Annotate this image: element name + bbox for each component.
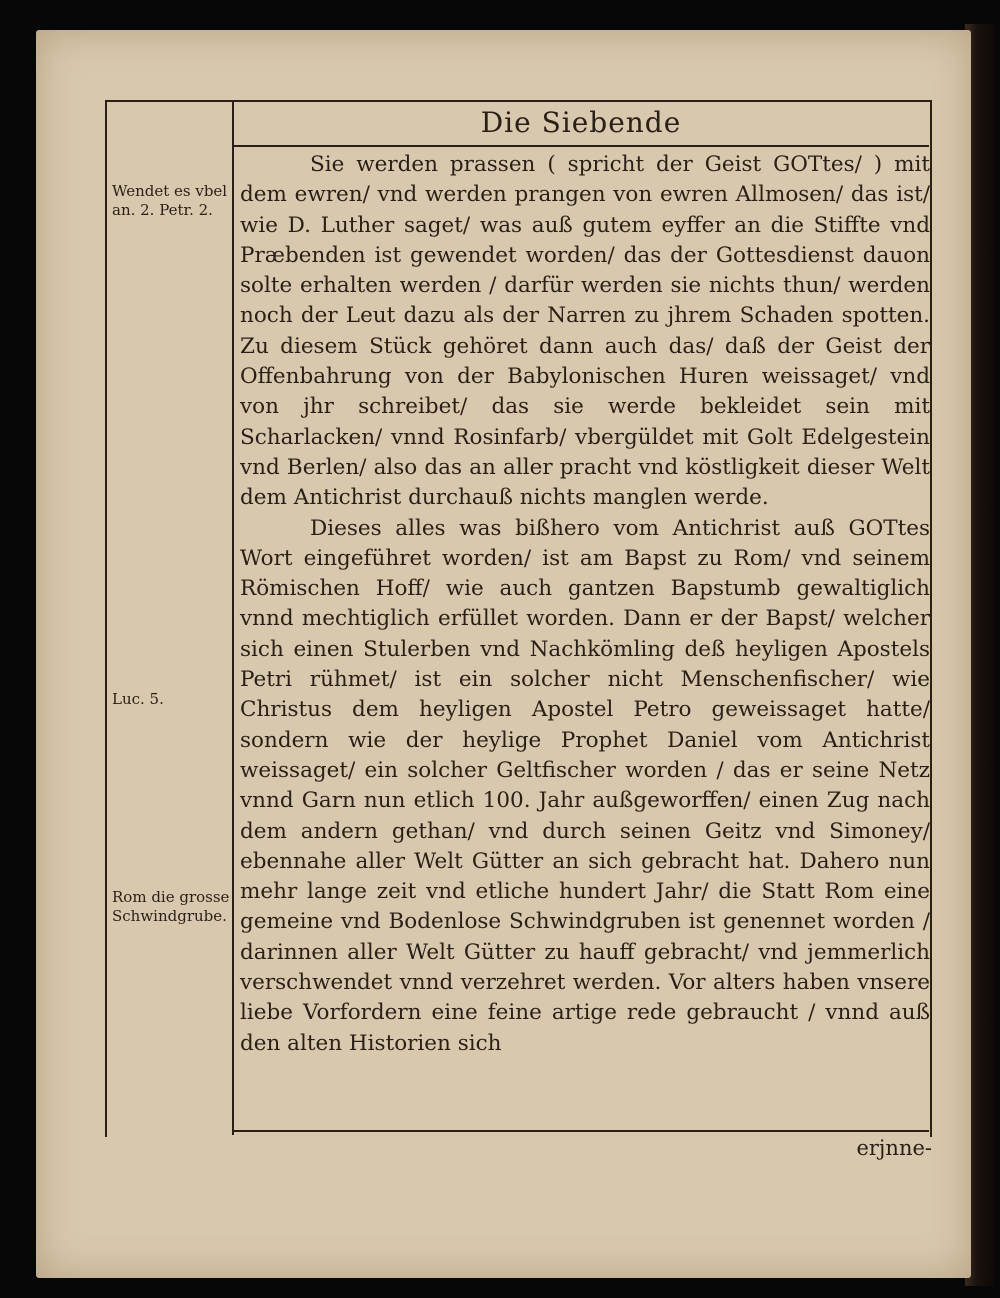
margin-note: Luc. 5. bbox=[112, 690, 164, 708]
paragraph: Dieses alles was bißhero vom Antichrist auß GOTtes Wort eingeführet worden/ ist am Bapst zu Rom/ vnd seinem Römischen Hoff/ wie auch gantzen Bapstumb gewaltiglich vnnd mechtiglich erfüllet worden. Dann er der Bapst/ welcher sich einen Stulerben vnd Nachkömling deß heyligen Apostels Petri rühmet/ ist ein solcher nicht Menschenfischer/ wie Christus dem heyligen Apostel Petro geweissaget hatte/ sondern wie der heylige Prophet Daniel vom Antichrist weissaget/ ein solcher Geltfischer worden / das er seine Netz vnnd Garn nun etlich 100. Jahr außgeworffen/ einen Zug nach dem andern gethan/ vnd durch seinen Geitz vnd Simoney/ ebennahe aller Welt Gütter an sich gebracht hat. Dahero nun mehr lange zeit vnd etliche hundert Jahr/ die Statt Rom eine gemeine vnd Bodenlose Schwindgruben ist genennet worden / darinnen aller Welt Gütter zu hauff gebracht/ vnd jemmerlich verschwendet vnnd verzehret werden. Vor alters haben vnsere liebe Vorfordern eine feine artige rede gebraucht / vnnd auß den alten Historien sich bbox=[240, 515, 930, 1056]
header-rule bbox=[232, 145, 929, 147]
bottom-rule bbox=[232, 1130, 929, 1132]
running-head: Die Siebende bbox=[480, 106, 682, 139]
margin-rule bbox=[232, 100, 234, 1135]
catchword: erjnne- bbox=[856, 1136, 932, 1160]
margin-note: Rom die grosse Schwindgrube. bbox=[112, 888, 230, 925]
paragraph: Sie werden prassen ( spricht der Geist GOTtes/ ) mit dem ewren/ vnd werden prangen von ewren Allmosen/ das ist/ wie D. Luther saget/ was auß gutem eyffer an die Stiffte vnd Præbenden ist gewendet worden/ das der Gottesdienst dauon solte erhalten werden / darfür werden sie nichts thun/ werden noch der Leut dazu als der Narren zu jhrem Schaden spotten. Zu diesem Stück gehöret dann auch das/ daß der Geist der Offenbahrung von der Babylonischen Huren weissaget/ vnd von jhr schreibet/ das sie werde bekleidet sein mit Scharlacken/ vnnd Rosinfarb/ vbergüldet mit Golt Edelgestein vnd Berlen/ also das an aller pracht vnd köstligkeit dieser Welt dem Antichrist durchauß nichts manglen werde. bbox=[240, 152, 930, 511]
body-text bbox=[240, 150, 930, 1059]
margin-note: Wendet es vbel an. 2. Petr. 2. bbox=[112, 182, 228, 219]
